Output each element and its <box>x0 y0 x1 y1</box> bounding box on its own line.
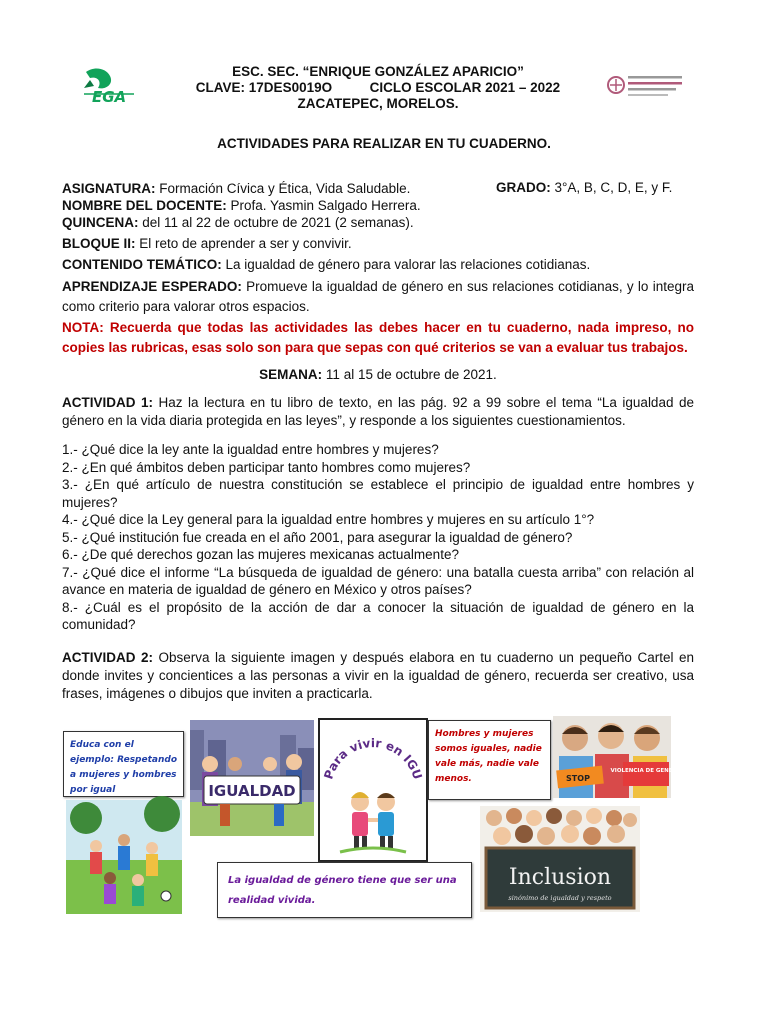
contenido-label: CONTENIDO TEMÁTICO: <box>62 257 222 272</box>
actividad1-intro <box>62 394 694 430</box>
asignatura-label: ASIGNATURA: <box>62 181 156 196</box>
nota-value: Recuerda que todas las actividades las debes hacer en tu cuaderno, nada impreso, no copies las rubricas, esas solo son para que sepas con qué criterios se van a evaluar tus trabajos. <box>62 320 694 355</box>
contenido-line <box>62 256 694 273</box>
para-vivir-text: Para vivir en IGU <box>321 736 425 781</box>
grado-label: GRADO: <box>496 180 551 195</box>
question-item: 2.- ¿En qué ámbitos deben participar tanto hombres como mujeres? <box>62 459 471 475</box>
semana-line <box>62 366 694 383</box>
note-educa: Educa con el ejemplo: Respetando a mujeres y hombres por igual <box>63 731 184 797</box>
grado-value: 3°A, B, C, D, E, y F. <box>550 180 673 195</box>
question-item: 8.- ¿Cuál es el propósito de la acción de dar a conocer la situación de igualdad de género en la comunidad? <box>62 599 694 632</box>
quincena-value: del 11 al 22 de octubre de 2021 (2 semanas). <box>138 215 414 230</box>
logo-text: EGA <box>92 88 127 106</box>
igualdad-banner-text: IGUALDAD <box>208 782 296 800</box>
contenido-value: La igualdad de género para valorar las relaciones cotidianas. <box>221 257 591 272</box>
school-logo <box>80 66 138 106</box>
quincena-line <box>62 214 694 231</box>
note-realidad: La igualdad de género tiene que ser una realidad vivida. <box>217 862 472 918</box>
semana-label: SEMANA: <box>259 367 323 382</box>
asignatura-value: Formación Cívica y Ética, Vida Saludable. <box>155 181 411 196</box>
stop-text: STOP <box>566 774 590 783</box>
school-name: ESC. SEC. “ENRIQUE GONZÁLEZ APARICIO” <box>232 64 524 79</box>
para-vivir-image <box>318 718 428 862</box>
question-list <box>62 441 694 634</box>
question-item: 4.- ¿Qué dice la Ley general para la igualdad entre hombres y mujeres en su artículo 1°? <box>62 512 595 527</box>
aprendizaje-line <box>62 277 694 317</box>
svg-text:Para vivir en IGUALDAD <box>320 720 425 781</box>
school-header <box>150 64 606 112</box>
actividad2-label: ACTIVIDAD 2: <box>62 650 154 665</box>
question-item: 7.- ¿Qué dice el informe “La búsqueda de igualdad de género: una batalla cuesta arriba” con relación al avance en materia de igualdad de género en México y otros países? <box>62 564 694 597</box>
stop-violence-photo <box>553 716 682 798</box>
docente-value: Profa. Yasmin Salgado Herrera. <box>226 198 421 213</box>
nota-label: NOTA: <box>62 320 104 335</box>
school-code: CLAVE: 17DES0019O CICLO ESCOLAR 2021 – 2022 <box>195 80 561 95</box>
semana-value: 11 al 15 de octubre de 2021. <box>322 367 497 382</box>
docente-label: NOMBRE DEL DOCENTE: <box>62 198 227 213</box>
bloque-label: BLOQUE II: <box>62 236 136 251</box>
inclusion-text: Inclusion <box>508 865 612 890</box>
actividad1-text: Haz la lectura en tu libro de texto, en las pág. 92 a 99 sobre el tema “La igualdad de género en la vida diaria protegida en las leyes”, y responde a los siguientes cuestionamientos. <box>62 395 694 428</box>
sports-scene-image <box>66 800 182 914</box>
actividad2-intro <box>62 649 694 703</box>
actividad1-label: ACTIVIDAD 1: <box>62 395 154 410</box>
institution-logo <box>606 70 686 100</box>
bloque-value: El reto de aprender a ser y convivir. <box>135 236 352 251</box>
question-item: 6.- ¿De qué derechos gozan las mujeres mexicanas actualmente? <box>62 547 459 562</box>
question-item: 3.- ¿En qué artículo de nuestra constitución se establece el principio de igualdad entre hombres y mujeres? <box>62 477 694 510</box>
inclusion-sub-text: sinónimo de igualdad y respeto <box>508 894 612 902</box>
note-hombres-mujeres: Hombres y mujeres somos iguales, nadie vale más, nadie vale menos. <box>428 720 551 800</box>
actividad2-text: Observa la siguiente imagen y después elabora en tu cuaderno un pequeño Cartel en donde invites y concientices a las personas a vivir en la igualdad de género, recuerda ser creativo, usa frases, imágenes o dibujos que inviten a practicarla. <box>62 650 694 701</box>
aprendizaje-label: APRENDIZAJE ESPERADO: <box>62 279 242 294</box>
quincena-label: QUINCENA: <box>62 215 139 230</box>
bloque-line <box>62 235 694 252</box>
igualdad-march-image <box>190 720 314 836</box>
page-title: ACTIVIDADES PARA REALIZAR EN TU CUADERNO. <box>217 136 551 151</box>
aprendizaje-value: Promueve la igualdad de género en sus relaciones cotidianas, y lo integra como criterio para valorar otros espacios. <box>62 279 694 314</box>
nota-line <box>62 318 694 358</box>
question-item: 1.- ¿Qué dice la ley ante la igualdad entre hombres y mujeres? <box>62 442 439 457</box>
violencia-text: VIOLENCIA DE GENERO <box>610 768 682 774</box>
school-city: ZACATEPEC, MORELOS. <box>297 96 459 111</box>
inclusion-photo <box>480 806 640 912</box>
question-item: 5.- ¿Qué institución fue creada en el año 2001, para asegurar la igualdad de género? <box>62 529 573 545</box>
grado-line <box>496 180 672 195</box>
docente-line <box>62 197 694 214</box>
